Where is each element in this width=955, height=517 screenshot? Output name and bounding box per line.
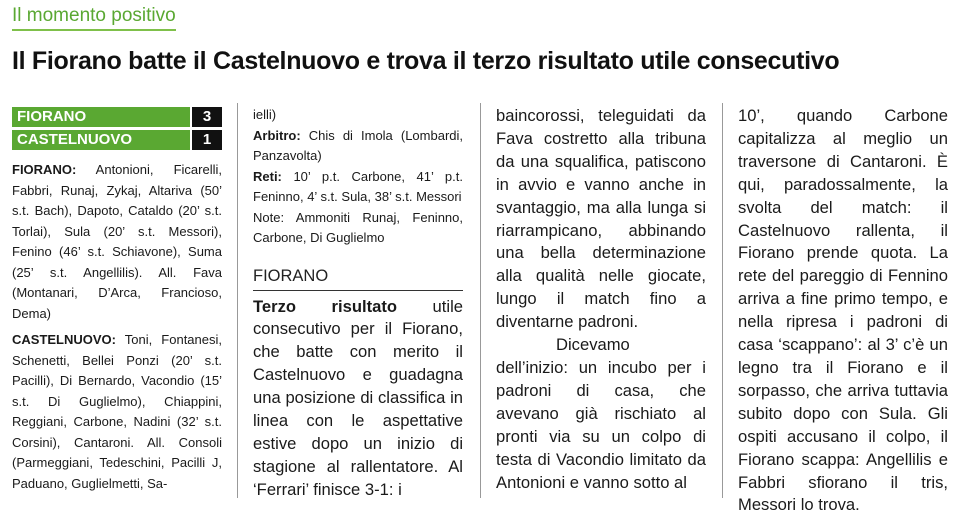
referee-text: Chis di Imola (Lombardi, Panzavolta) [253,127,463,163]
article-paragraph-2: baincorossi, teleguidati da Fava costretto alla tribuna da una squalifica, patiscono in avvio e vanno anche in svantaggio, ma alla lunga si riarrampicano, abbinando una bella determinazione alla qualità nelle giocate, lungo il match fino a diventarne padroni. [496,106,706,332]
goals-label: Reti: [253,168,282,184]
fiorano-lineup-text: Antonioni, Ficarelli, Fabbri, Runaj, Zykaj, Altariva (50’ s.t. Bach), Dapoto, Cataldo (20’ s.t. Torlai), Sula (20’ s.t. Messori), Fenino (46’ s.t. Schiavone), Suma (25’ s.t. Angellilis). All. Fava (Montanari, D’Arca, Francioso, Dema) [12,162,222,321]
scoreboard-row-home [12,107,222,127]
lineups-column [12,160,222,500]
column-divider [237,103,238,498]
castelnuovo-lineup-text: Toni, Fontanesi, Schenetti, Bellei Ponzi (20’ s.t. Pacilli), Di Bernardo, Vacondio (15’ s.t. Di Guglielmo), Chiappini, Reggiani, Carbone, Nadini (32’ s.t. Corsini), Cantaroni. All. Consoli (Parmeggiani, Tedeschini, Pacilli J, Paduano, Guglielmetti, Sa- [12,332,222,491]
article-column-3 [738,105,948,515]
fiorano-lineup-label: FIORANO: [12,162,77,177]
article-column-2 [496,105,706,500]
scoreboard-row-away [12,130,222,150]
article-paragraph-1-text: utile consecutivo per il Fiorano, che batte con merito il Castelnuovo e guadagna una posizione di classifica in linea con le aspettative estive dopo un inizio di stagione al rallentatore. Al ‘Ferrari’ finisce 3-1: i [253,296,463,499]
goals-text: 10’ p.t. Carbone, 41’ p.t. Feninno, 4’ s.t. Sula, 38’ s.t. Messori [253,168,463,204]
section-kicker: Il momento positivo [12,5,176,31]
home-team-name: FIORANO [12,107,190,127]
match-notes: Note: Ammoniti Runaj, Feninno, Carbone, Di Guglielmo [253,209,463,245]
lineup-continued: ielli) [253,107,277,122]
details-column [253,105,463,500]
article-headline: Il Fiorano batte il Castelnuovo e trova il terzo risultato utile consecutivo [12,47,840,75]
column-divider [480,103,481,498]
article-paragraph-4: 10’, quando Carbone capitalizza al meglio un traversone di Cantaroni. È qui, paradossalmente, la svolta del match: il Castelnuovo rallenta, il Fiorano prende quota. La rete del pareggio di Fennino arriva a fine primo tempo, e nella ripresa i padroni di casa ‘scappano’: al 3’ c’è un legno tra il Fiorano e il sorpasso, che arriva tuttavia subito dopo con Sula. Gli ospiti accusano il colpo, il Fiorano scappa: Angellilis e Fabbri sfiorano il tris, Messori lo trova. [738,106,948,515]
away-team-score: 1 [192,130,222,150]
article-section-label: FIORANO [253,267,463,291]
article-lead: Terzo risultato [253,296,398,316]
castelnuovo-lineup-label: CASTELNUOVO: [12,332,116,347]
home-team-score: 3 [192,107,222,127]
fiorano-lineup [12,160,222,324]
column-divider [722,103,723,498]
referee-label: Arbitro: [253,127,301,143]
article-paragraph-1 [253,296,463,502]
castelnuovo-lineup [12,330,222,494]
away-team-name: CASTELNUOVO [12,130,190,150]
goals-info [253,167,463,208]
referee-info [253,126,463,167]
article-paragraph-3: Dicevamo dell’inizio: un incubo per i padroni di casa, che avevano già rischiato al pronti via su un colpo di testa di Vacondio limitato da Antonioni e vanno sotto al [496,335,706,492]
